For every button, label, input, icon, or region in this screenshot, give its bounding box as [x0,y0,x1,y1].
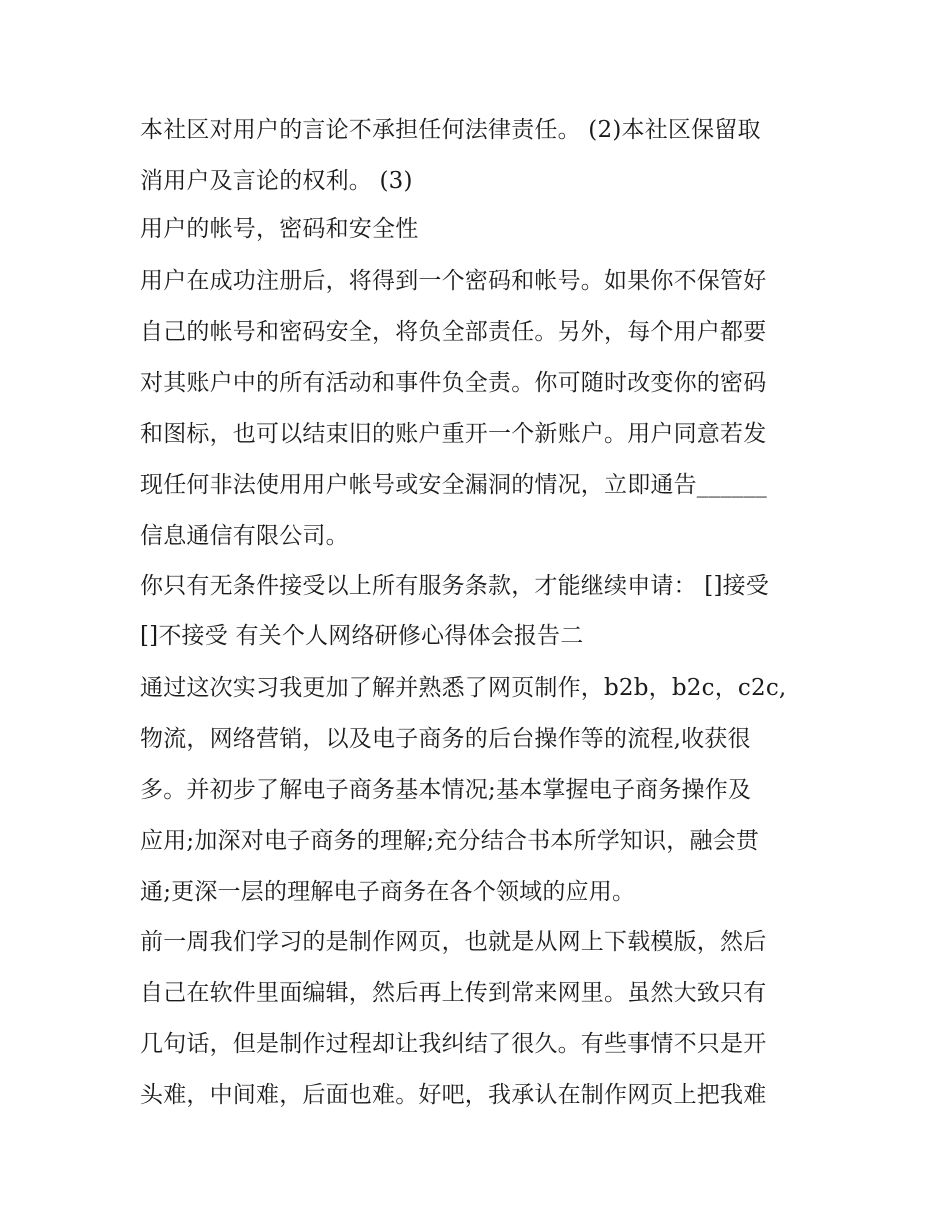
text-line: 应用;加深对电子商务的理解;充分结合书本所学知识，融会贯 [140,828,760,854]
text-line: 自己在软件里面编辑，然后再上传到常来网里。虽然大致只有 [140,980,767,1006]
text-line: 物流，网络营销，以及电子商务的后台操作等的流程,收获很 [140,726,751,752]
text-line: 现任何非法使用用户帐号或安全漏洞的情况，立即通告______ [140,472,767,498]
text-line: []不接受 有关个人网络研修心得体会报告二 [140,623,584,649]
text-line: 和图标，也可以结束旧的账户重开一个新账户。用户同意若发 [140,421,767,447]
text-line: 多。并初步了解电子商务基本情况;基本掌握电子商务操作及 [140,777,752,803]
text-line: 自己的帐号和密码安全，将负全部责任。另外，每个用户都要 [140,319,767,345]
text-line: 头难，中间难，后面也难。好吧，我承认在制作网页上把我难 [140,1082,767,1108]
text-line: 信息通信有限公司。 [140,523,349,549]
text-line: 通;更深一层的理解电子商务在各个领域的应用。 [140,879,636,905]
text-line: 对其账户中的所有活动和事件负全责。你可随时改变你的密码 [140,370,767,396]
text-line: 前一周我们学习的是制作网页，也就是从网上下载模版，然后 [140,929,767,955]
text-line: 用户在成功注册后，将得到一个密码和帐号。如果你不保管好 [140,268,767,294]
text-line: 消用户及言论的权利。 (3) [140,168,413,194]
text-line: 几句话，但是制作过程却让我纠结了很久。有些事情不只是开 [140,1031,767,1057]
text-line: 通过这次实习我更加了解并熟悉了网页制作，b2b，b2c，c2c, [140,675,787,701]
text-line: 你只有无条件接受以上所有服务条款，才能继续申请： []接受 [140,573,770,599]
text-line: 本社区对用户的言论不承担任何法律责任。 (2)本社区保留取 [140,117,761,143]
section-heading: 用户的帐号，密码和安全性 [140,216,419,242]
